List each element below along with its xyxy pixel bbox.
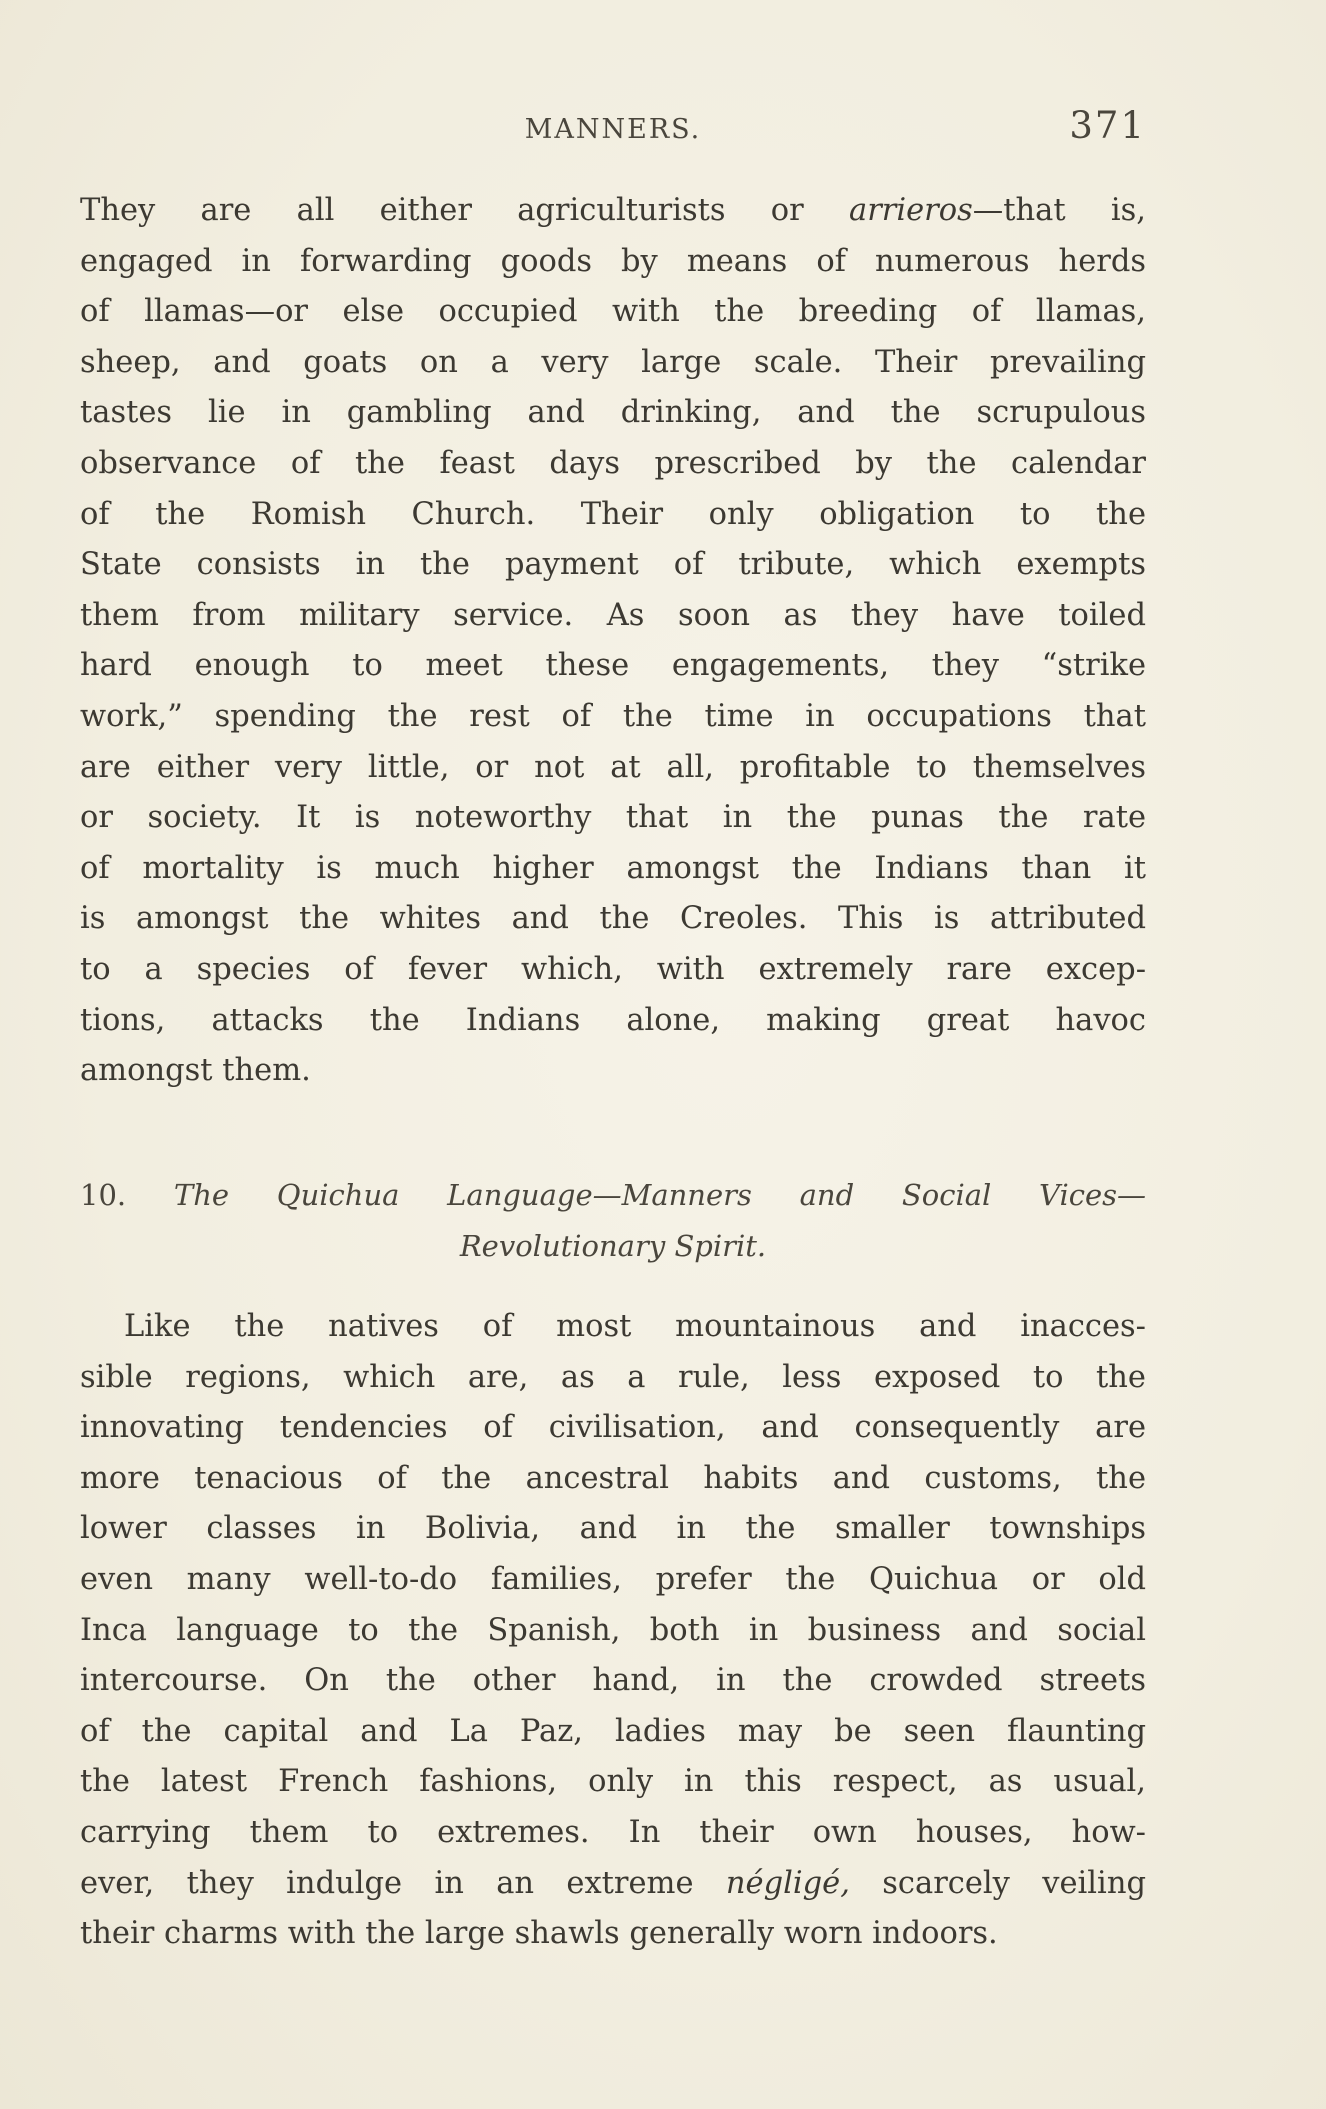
text-line: or society. It is noteworthy that in the punas the rate	[80, 800, 1146, 836]
text-line: ever, they indulge in an extreme négligé, scarcely veiling	[80, 1865, 1146, 1901]
text-line: of the capital and La Paz, ladies may be seen flaunting	[80, 1713, 1146, 1749]
text-line: Inca language to the Spanish, both in business and social	[80, 1612, 1146, 1648]
text-line: Like the natives of most mountainous and inacces-	[124, 1309, 1146, 1344]
text-line: carrying them to extremes. In their own houses, how-	[80, 1814, 1146, 1850]
text-line: lower classes in Bolivia, and in the smaller townships	[80, 1511, 1146, 1547]
text-line: are either very little, or not at all, profitable to themselves	[80, 749, 1146, 785]
text-line: their charms with the large shawls generally worn indoors.	[80, 1916, 998, 1952]
section-title-continued: Revolutionary Spirit.	[459, 1229, 767, 1263]
section-heading-line	[80, 1170, 1146, 1221]
text-line: work,” spending the rest of the time in occupations that	[80, 698, 1146, 734]
text-line: sheep, and goats on a very large scale. Their prevailing	[80, 344, 1146, 380]
text-line: observance of the feast days prescribed by the calendar	[80, 445, 1146, 481]
text-line: engaged in forwarding goods by means of numerous herds	[80, 243, 1146, 279]
text-line: even many well-to-do families, prefer the Quichua or old	[80, 1561, 1146, 1597]
section-heading	[80, 1170, 1146, 1272]
text-line: is amongst the whites and the Creoles. This is attributed	[80, 901, 1146, 937]
text-line: State consists in the payment of tribute, which exempts	[80, 547, 1146, 583]
paragraph-2	[80, 1302, 1146, 1960]
page-number: 371	[1069, 104, 1146, 147]
text-line: tions, attacks the Indians alone, making great havoc	[80, 1002, 1146, 1038]
section-number: 10.	[80, 1178, 127, 1212]
text-line: hard enough to meet these engagements, they “strike	[80, 648, 1146, 684]
text-line: more tenacious of the ancestral habits and customs, the	[80, 1460, 1146, 1496]
text-line: the latest French fashions, only in this respect, as usual,	[80, 1764, 1146, 1800]
text-line: They are all either agriculturists or arrieros—that is,	[80, 193, 1146, 228]
text-line: of the Romish Church. Their only obligation to the	[80, 496, 1146, 532]
text-line: to a species of fever which, with extremely rare excep-	[80, 951, 1146, 987]
italic-term: arrieros	[849, 193, 973, 228]
italic-term: négligé,	[725, 1865, 850, 1901]
text-line: of llamas—or else occupied with the breeding of llamas,	[80, 294, 1146, 330]
text-line: of mortality is much higher amongst the Indians than it	[80, 850, 1146, 886]
paragraph-1	[80, 186, 1146, 1097]
text-line: amongst them.	[80, 1053, 311, 1089]
text-line: them from military service. As soon as they have toiled	[80, 597, 1146, 633]
running-head	[80, 104, 1146, 147]
text-line: tastes lie in gambling and drinking, and the scrupulous	[80, 395, 1146, 431]
text-line: sible regions, which are, as a rule, less exposed to the	[80, 1359, 1146, 1395]
running-title: MANNERS.	[524, 114, 702, 145]
text-line: intercourse. On the other hand, in the crowded streets	[80, 1663, 1146, 1699]
text-line: innovating tendencies of civilisation, and consequently are	[80, 1410, 1146, 1446]
section-title: The Quichua Language—Manners and Social Vices—	[173, 1178, 1147, 1212]
